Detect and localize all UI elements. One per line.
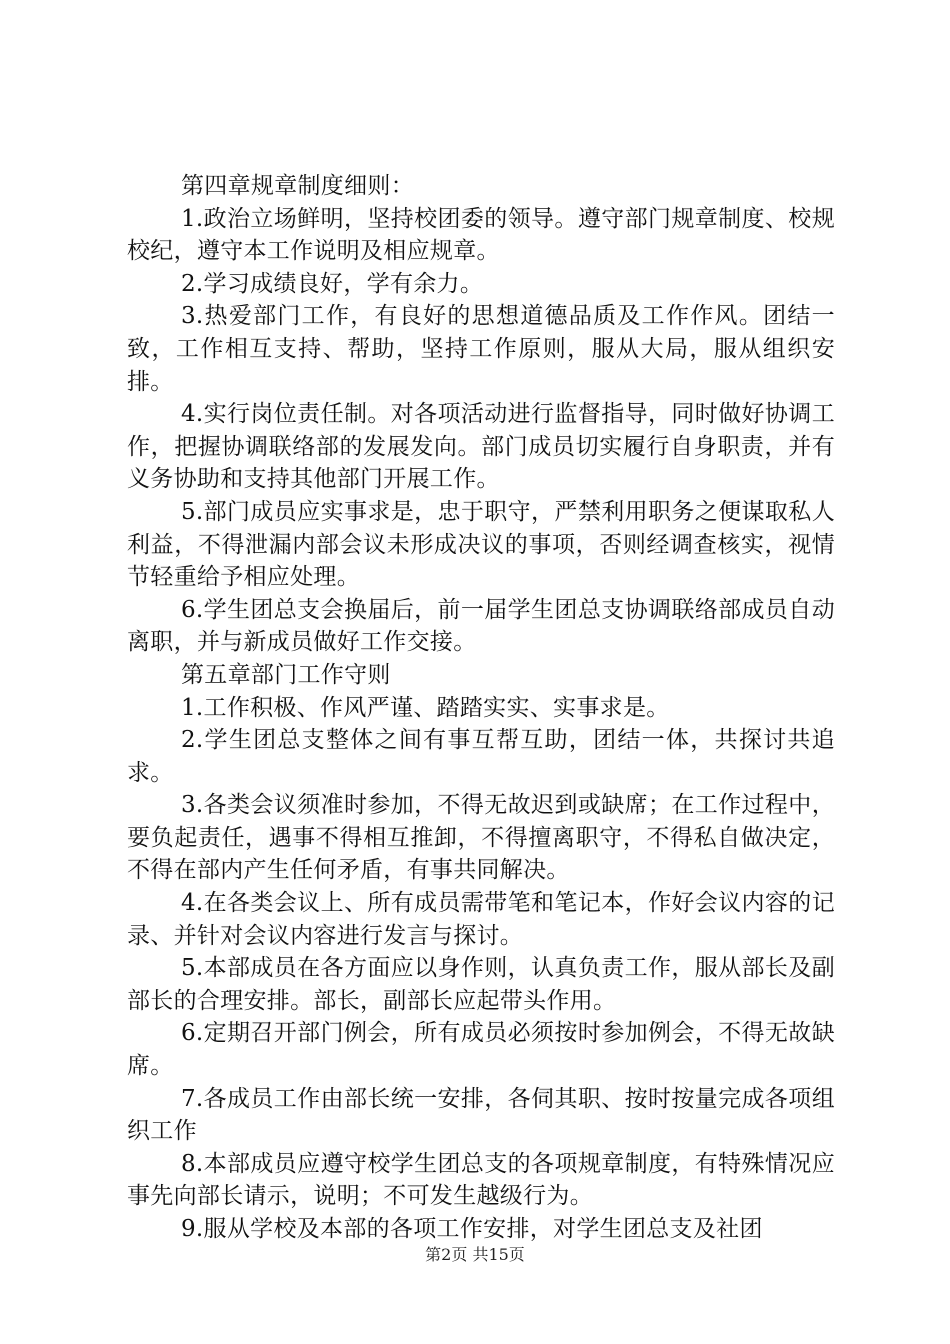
chapter-4-item-5: 5.部门成员应实事求是，忠于职守，严禁利用职务之便谋取私人利益，不得泄漏内部会议未形成决议的事项，否则经调查核实，视情节轻重给予相应处理。	[127, 498, 835, 591]
chapter-5-item-8: 8.本部成员应遵守校学生团总支的各项规章制度，有特殊情况应事先向部长请示，说明；不可发生越级行为。	[127, 1150, 835, 1210]
chapter-4-item-3: 3.热爱部门工作，有良好的思想道德品质及工作作风。团结一致，工作相互支持、帮助，坚持工作原则，服从大局，服从组织安排。	[127, 303, 835, 395]
chapter-5-item-1: 1.工作积极、作风严谨、踏踏实实、实事求是。	[181, 694, 670, 721]
chapter-4-item-2: 2.学习成绩良好，学有余力。	[181, 270, 484, 297]
chapter-5-item-4: 4.在各类会议上、所有成员需带笔和笔记本，作好会议内容的记录、并针对会议内容进行发言与探讨。	[127, 890, 835, 949]
chapter-5-title: 第五章部门工作守则	[181, 661, 391, 688]
document-body	[127, 170, 835, 1246]
chapter-5-item-5: 5.本部成员在各方面应以身作则，认真负责工作，服从部长及副部长的合理安排。部长，副部长应起带头作用。	[127, 955, 835, 1014]
chapter-5-item-2: 2.学生团总支整体之间有事互帮互助，团结一体，共探讨共追求。	[127, 727, 835, 786]
chapter-5-item-7: 7.各成员工作由部长统一安排，各伺其职、按时按量完成各项组织工作	[127, 1085, 835, 1145]
chapter-5-item-6: 6.定期召开部门例会，所有成员必须按时参加例会，不得无故缺席。	[127, 1020, 835, 1080]
page-number-footer: 第2页 共15页	[425, 1245, 525, 1264]
chapter-4-title: 第四章规章制度细则：	[181, 173, 414, 199]
chapter-5-item-3: 3.各类会议须准时参加，不得无故迟到或缺席；在工作过程中，要负起责任，遇事不得相互推卸，不得擅离职守，不得私自做决定，不得在部内产生任何矛盾，有事共同解决。	[127, 792, 835, 884]
chapter-4-item-6: 6.学生团总支会换届后，前一届学生团总支协调联络部成员自动离职，并与新成员做好工作交接。	[127, 596, 835, 656]
chapter-4-item-4: 4.实行岗位责任制。对各项活动进行监督指导，同时做好协调工作，把握协调联络部的发展发向。部门成员切实履行自身职责，并有义务协助和支持其他部门开展工作。	[127, 401, 835, 493]
chapter-4-item-1: 1.政治立场鲜明，坚持校团委的领导。遵守部门规章制度、校规校纪，遵守本工作说明及相应规章。	[127, 205, 835, 265]
chapter-5-item-9: 9.服从学校及本部的各项工作安排，对学生团总支及社团	[181, 1216, 763, 1242]
